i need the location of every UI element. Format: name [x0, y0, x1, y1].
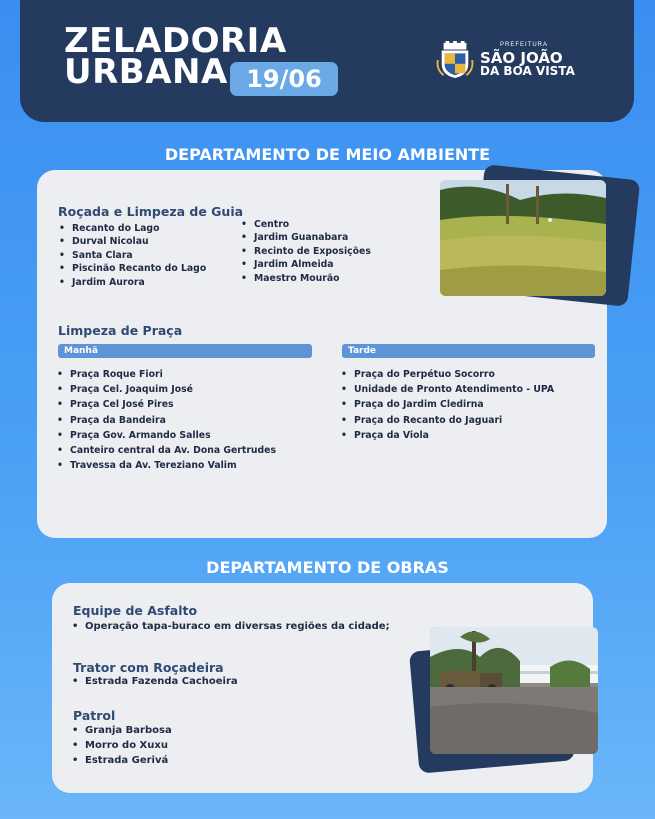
- list-item: • Praça do Recanto do Jaguari: [340, 415, 554, 430]
- list-rocada-col2: [240, 219, 371, 286]
- list-item: • Praça Cel. Joaquim José: [56, 384, 276, 399]
- list-item: • Jardim Aurora: [58, 277, 206, 290]
- list-item: • Operação tapa-buraco em diversas regiões da cidade;: [71, 621, 390, 636]
- heading-praca: Limpeza de Praça: [58, 323, 183, 338]
- logo-prefeitura: PREFEITURA: [500, 42, 549, 48]
- list-patrol: [71, 725, 172, 770]
- list-item: • Estrada Gerivá: [71, 755, 172, 770]
- grass-field-image-icon: [440, 180, 606, 296]
- date-badge: 19/06: [230, 62, 338, 96]
- list-item: • Unidade de Pronto Atendimento - UPA: [340, 384, 554, 399]
- list-item: • Jardim Guanabara: [240, 232, 371, 245]
- list-item: • Praça da Viola: [340, 430, 554, 445]
- list-asfalto: [71, 621, 390, 636]
- road-works-image-icon: [430, 627, 598, 754]
- heading-rocada: Roçada e Limpeza de Guia: [58, 204, 244, 219]
- list-item: • Piscinão Recanto do Lago: [58, 263, 206, 276]
- list-item: • Recinto de Exposições: [240, 246, 371, 259]
- list-item: • Estrada Fazenda Cachoeira: [71, 676, 238, 691]
- title-line-2: URBANA: [64, 52, 228, 92]
- list-item: • Maestro Mourão: [240, 273, 371, 286]
- bar-manha: Manhã: [58, 344, 312, 358]
- list-item: • Praça da Bandeira: [56, 415, 276, 430]
- heading-trator: Trator com Roçadeira: [73, 660, 224, 675]
- list-item: • Centro: [240, 219, 371, 232]
- list-praca-manha: [56, 369, 276, 475]
- list-item: • Praça Cel José Pires: [56, 399, 276, 414]
- list-item: • Canteiro central da Av. Dona Gertrudes: [56, 445, 276, 460]
- heading-patrol: Patrol: [73, 708, 116, 723]
- bar-tarde: Tarde: [342, 344, 595, 358]
- list-item: • Travessa da Av. Tereziano Valim: [56, 460, 276, 475]
- list-item: • Jardim Almeida: [240, 259, 371, 272]
- list-item: • Morro do Xuxu: [71, 740, 172, 755]
- city-crest-icon: [436, 40, 474, 80]
- list-trator: [71, 676, 238, 691]
- title-line-1: ZELADORIA: [64, 21, 287, 61]
- section-title-obras: DEPARTAMENTO DE OBRAS: [206, 558, 449, 577]
- list-item: • Granja Barbosa: [71, 725, 172, 740]
- heading-asfalto: Equipe de Asfalto: [73, 603, 198, 618]
- list-item: • Praça do Jardim Cledirna: [340, 399, 554, 414]
- list-item: • Praça do Perpétuo Socorro: [340, 369, 554, 384]
- logo-city-line1: SÃO JOÃO: [480, 49, 563, 67]
- logo-city-line2: DA BOA VISTA: [480, 64, 575, 78]
- list-item: • Durval Nicolau: [58, 236, 206, 249]
- photo-road-works: [430, 627, 598, 754]
- list-rocada-col1: [58, 223, 206, 290]
- list-item: • Praça Gov. Armando Salles: [56, 430, 276, 445]
- list-item: • Santa Clara: [58, 250, 206, 263]
- list-praca-tarde: [340, 369, 554, 445]
- photo-grass-mowing: [440, 180, 606, 296]
- list-item: • Recanto do Lago: [58, 223, 206, 236]
- list-item: • Praça Roque Fiori: [56, 369, 276, 384]
- section-title-meio-ambiente: DEPARTAMENTO DE MEIO AMBIENTE: [164, 145, 491, 164]
